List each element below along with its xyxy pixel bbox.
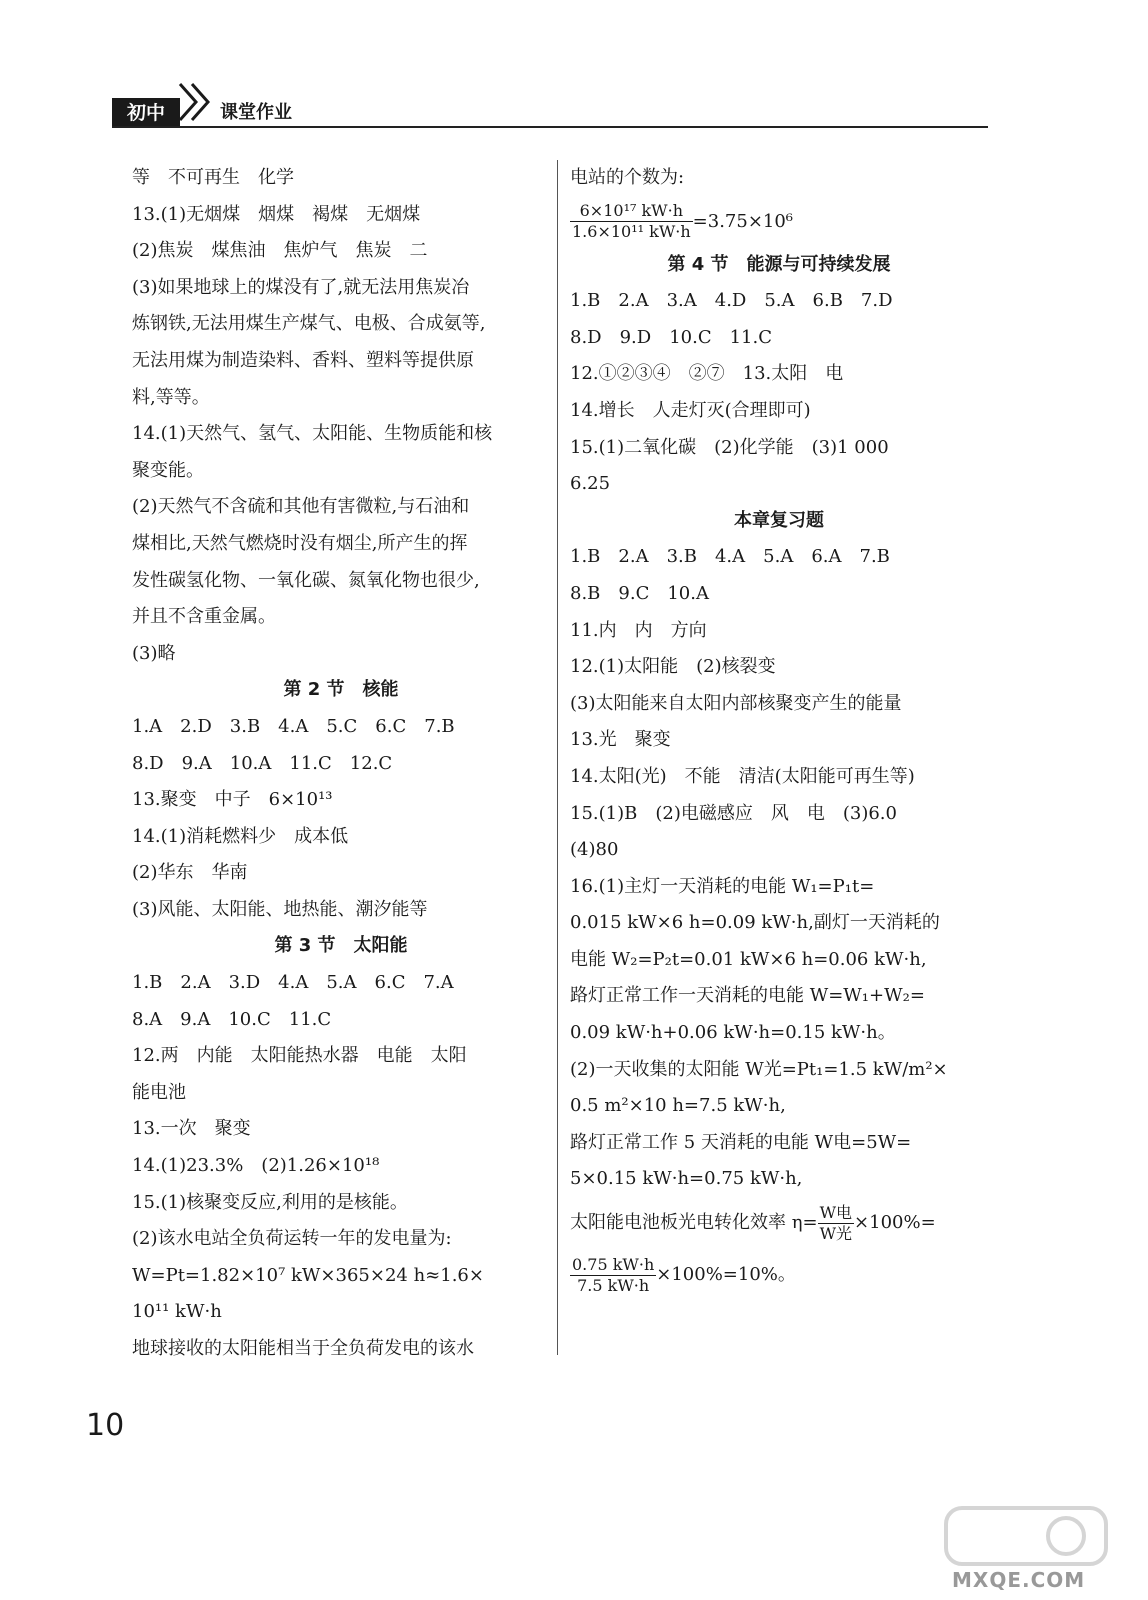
answer-line: 0.015 kW×6 h=0.09 kW·h,副灯一天消耗的 xyxy=(570,912,940,934)
answer-line: 0.5 m²×10 h=7.5 kW·h, xyxy=(570,1095,786,1117)
column-divider xyxy=(557,160,558,1355)
answer-line: 聚变能。 xyxy=(132,459,204,481)
fraction xyxy=(570,201,693,242)
section-heading: 第 4 节 能源与可持续发展 xyxy=(667,253,891,275)
answer-line: 地球接收的太阳能相当于全负荷发电的该水 xyxy=(132,1338,474,1359)
answer-line: (3)太阳能来自太阳内部核聚变产生的能量 xyxy=(570,692,902,714)
answer-line: (2)该水电站全负荷运转一年的发电量为: xyxy=(132,1228,452,1250)
level-badge: 初中 xyxy=(112,98,180,128)
answer-line: 8.D 9.A 10.A 11.C 12.C xyxy=(132,752,393,774)
answer-line: 0.09 kW·h+0.06 kW·h=0.15 kW·h。 xyxy=(570,1022,896,1044)
page-number: 10 xyxy=(86,1408,125,1443)
answer-line: 发性碳氢化物、一氧化碳、氮氧化物也很少, xyxy=(132,569,480,591)
answer-line: 并且不含重金属。 xyxy=(132,606,276,628)
efficiency-line xyxy=(570,1198,988,1248)
answer-line: (3)风能、太阳能、地热能、潮汐能等 xyxy=(132,898,428,920)
efficiency-label: 太阳能电池板光电转化效率 η= xyxy=(570,1212,818,1234)
answer-line: 1.B 2.A 3.A 4.D 5.A 6.B 7.D xyxy=(570,290,893,312)
answer-line: 15.(1)二氧化碳 (2)化学能 (3)1 000 xyxy=(570,436,889,458)
watermark-text: MXQE.COM xyxy=(952,1568,1086,1592)
section-heading: 本章复习题 xyxy=(734,509,824,531)
answer-line: 13.光 聚变 xyxy=(570,729,671,751)
answer-line: 13.聚变 中子 6×10¹³ xyxy=(132,789,333,811)
answer-line: 等 不可再生 化学 xyxy=(132,167,294,188)
fraction-line xyxy=(570,1248,988,1302)
answer-line: 无法用煤为制造染料、香料、塑料等提供原 xyxy=(132,349,474,371)
answer-line: (2)焦炭 煤焦油 焦炉气 焦炭 二 xyxy=(132,240,428,262)
answer-line: 8.A 9.A 10.C 11.C xyxy=(132,1008,332,1030)
double-chevron-icon xyxy=(174,80,214,124)
answer-line: 14.(1)消耗燃料少 成本低 xyxy=(132,825,349,847)
answer-line: 5×0.15 kW·h=0.75 kW·h, xyxy=(570,1168,803,1190)
answer-line: 15.(1)B (2)电磁感应 风 电 (3)6.0 xyxy=(570,802,897,824)
answer-line: (3)略 xyxy=(132,642,176,664)
answer-line: (2)一天收集的太阳能 W光=Pt₁=1.5 kW/m²× xyxy=(570,1058,948,1080)
answer-line: 14.(1)天然气、氢气、太阳能、生物质能和核 xyxy=(132,423,493,445)
fraction-result: ×100%=10%。 xyxy=(656,1264,796,1286)
answer-line: 16.(1)主灯一天消耗的电能 W₁=P₁t= xyxy=(570,875,875,897)
numerator: 0.75 kW·h xyxy=(572,1254,655,1274)
fraction-result: =3.75×10⁶ xyxy=(692,210,794,232)
answer-line: 13.一次 聚变 xyxy=(132,1118,251,1140)
answer-line: 11.内 内 方向 xyxy=(570,619,707,641)
answer-line: 电能 W₂=P₂t=0.01 kW×6 h=0.06 kW·h, xyxy=(570,948,927,970)
answer-line: 8.D 9.D 10.C 11.C xyxy=(570,326,773,348)
section-heading: 第 3 节 太阳能 xyxy=(274,935,408,957)
answer-line: 能电池 xyxy=(132,1081,186,1103)
answer-line: 15.(1)核聚变反应,利用的是核能。 xyxy=(132,1191,408,1213)
answer-line: 6.25 xyxy=(570,473,611,495)
answer-line: (2)华东 华南 xyxy=(132,862,248,884)
answer-line: 12.两 内能 太阳能热水器 电能 太阳 xyxy=(132,1045,467,1067)
fraction-line xyxy=(570,197,988,247)
answer-line: 12.(1)太阳能 (2)核裂变 xyxy=(570,656,776,678)
answer-line: (4)80 xyxy=(570,839,619,861)
denominator: 7.5 kW·h xyxy=(577,1275,650,1295)
answer-line: 炼钢铁,无法用煤生产煤气、电极、合成氨等, xyxy=(132,313,486,335)
answer-line: 电站的个数为: xyxy=(570,167,685,188)
answer-line: W=Pt=1.82×10⁷ kW×365×24 h≈1.6× xyxy=(132,1264,484,1286)
answer-line: 煤相比,天然气燃烧时没有烟尘,所产生的挥 xyxy=(132,532,468,554)
answer-line: 14.太阳(光) 不能 清洁(太阳能可再生等) xyxy=(570,765,915,787)
fraction-result: ×100%= xyxy=(854,1212,936,1234)
answer-line: 路灯正常工作一天消耗的电能 W=W₁+W₂= xyxy=(570,985,925,1007)
numerator: 6×10¹⁷ kW·h xyxy=(570,201,693,222)
answer-line: 8.B 9.C 10.A xyxy=(570,582,709,604)
fraction xyxy=(818,1203,854,1244)
answer-line: 1.B 2.A 3.D 4.A 5.A 6.C 7.A xyxy=(132,972,454,994)
denominator: W光 xyxy=(819,1223,853,1243)
answer-line: 1.B 2.A 3.B 4.A 5.A 6.A 7.B xyxy=(570,546,890,568)
answer-line: 14.增长 人走灯灭(合理即可) xyxy=(570,399,811,421)
answer-line: (2)天然气不含硫和其他有害微粒,与石油和 xyxy=(132,496,470,518)
fraction xyxy=(570,1255,656,1296)
answer-line: 1.A 2.D 3.B 4.A 5.C 6.C 7.B xyxy=(132,715,455,737)
answer-line: 13.(1)无烟煤 烟煤 褐煤 无烟煤 xyxy=(132,203,421,225)
answer-line: 14.(1)23.3% (2)1.26×10¹⁸ xyxy=(132,1155,380,1177)
header-rule xyxy=(112,126,988,128)
page-header xyxy=(112,80,988,128)
answer-line: 路灯正常工作 5 天消耗的电能 W电=5W= xyxy=(570,1131,912,1153)
answer-line: (3)如果地球上的煤没有了,就无法用焦炭冶 xyxy=(132,276,470,298)
answer-line: 料,等等。 xyxy=(132,386,210,408)
answer-line: 10¹¹ kW·h xyxy=(132,1301,222,1323)
left-column xyxy=(132,160,550,1368)
numerator: W电 xyxy=(819,1202,853,1222)
series-title: 课堂作业 xyxy=(220,102,292,123)
section-heading: 第 2 节 核能 xyxy=(283,679,399,701)
denominator: 1.6×10¹¹ kW·h xyxy=(572,222,691,242)
answer-line: 12.①②③④ ②⑦ 13.太阳 电 xyxy=(570,363,844,385)
right-column xyxy=(570,160,988,1302)
